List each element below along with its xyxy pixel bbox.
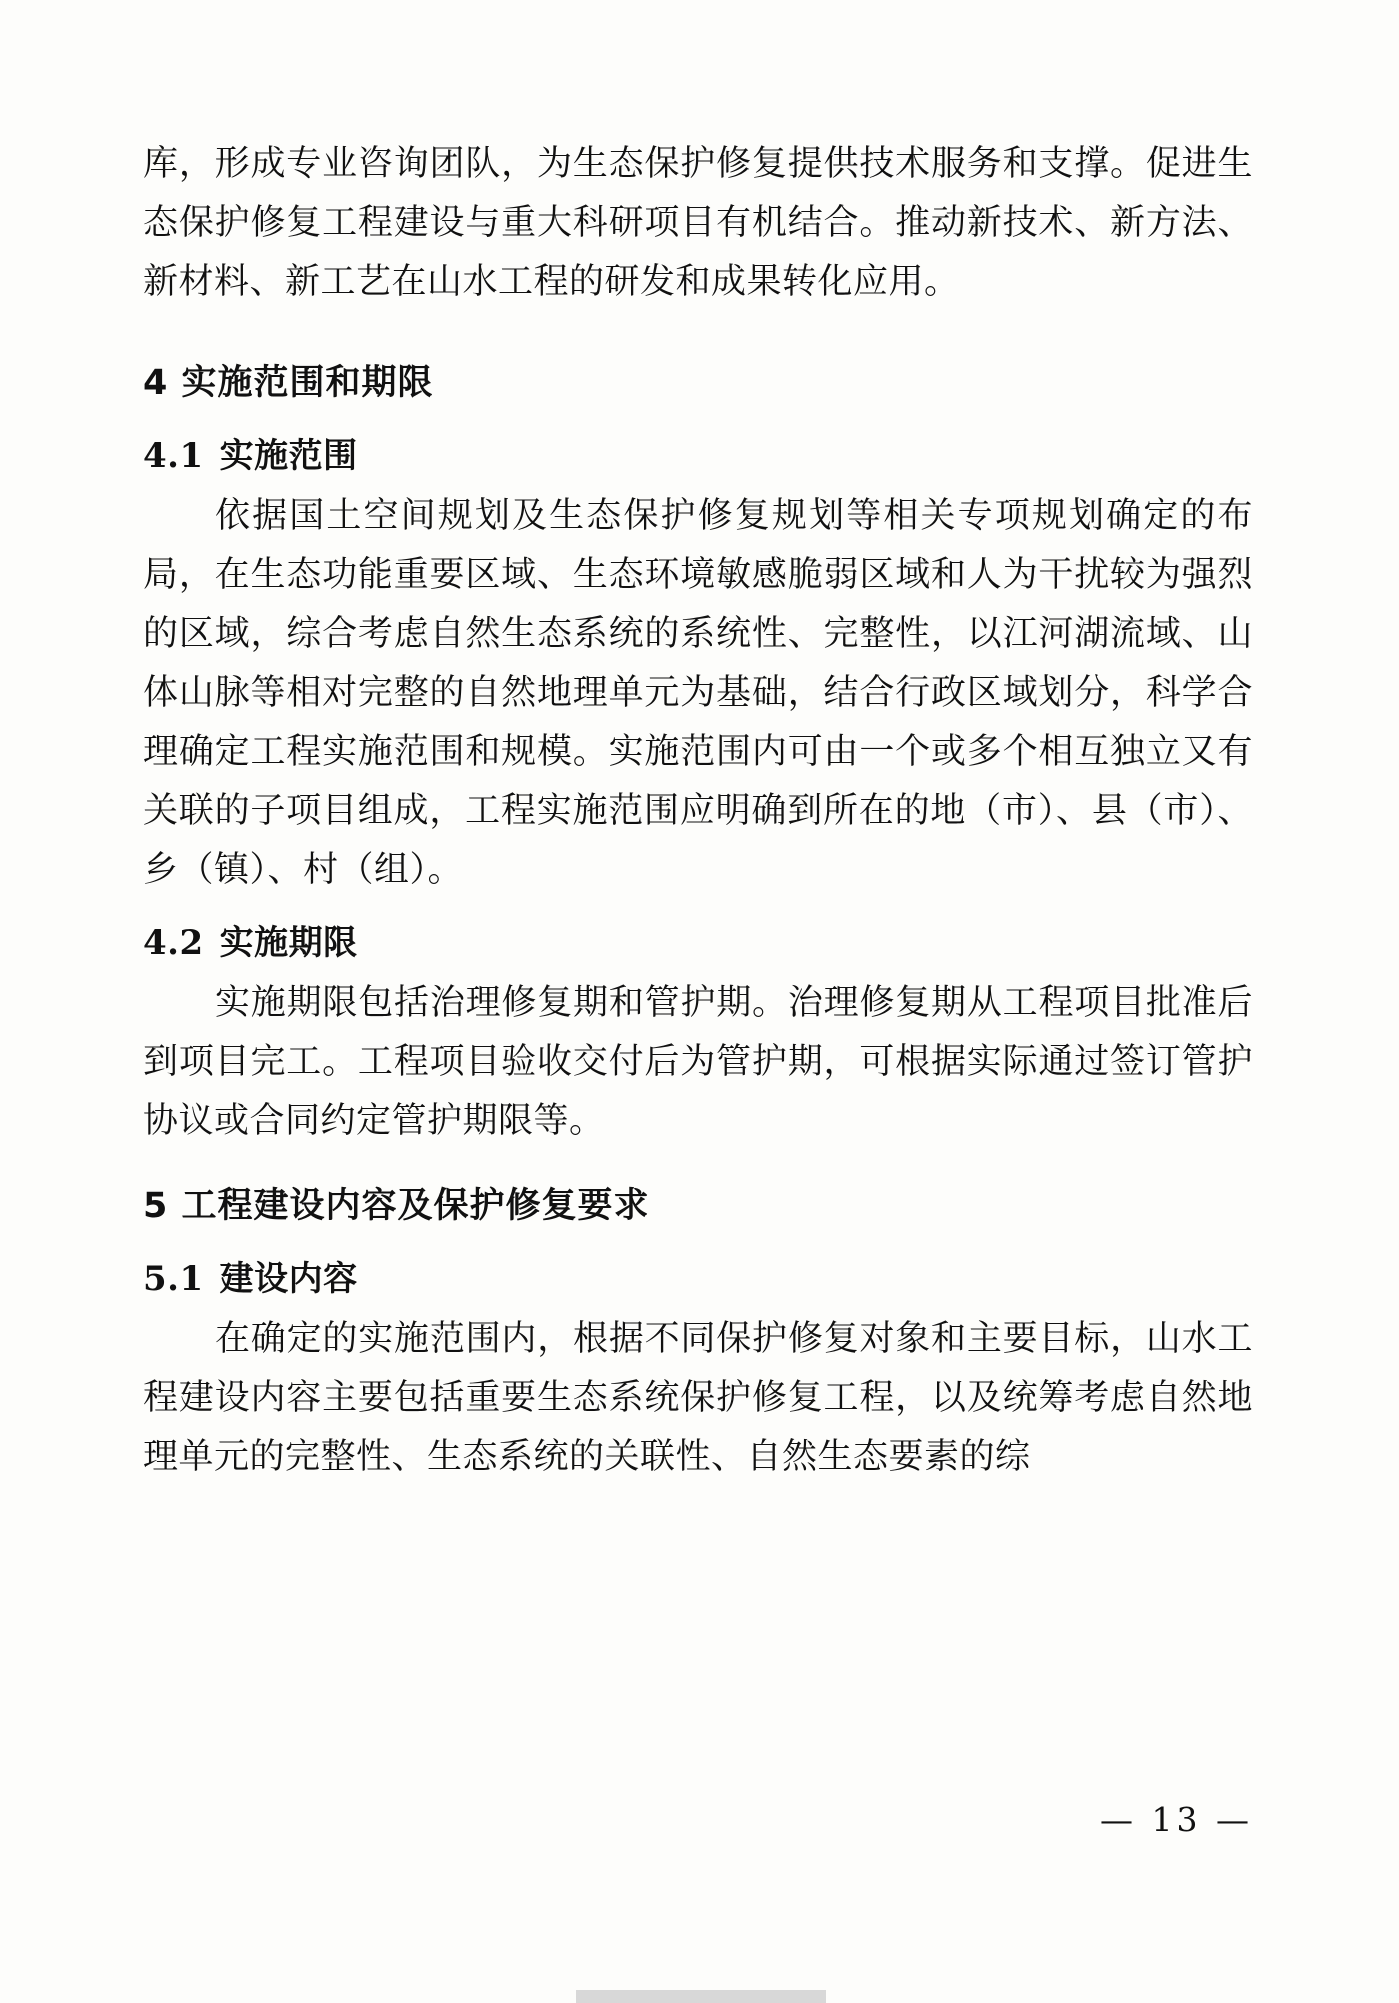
body-paragraph: 库，形成专业咨询团队，为生态保护修复提供技术服务和支撑。促进生态保护修复工程建设与重大科研项目有机结合。推动新技术、新方法、新材料、新工艺在山水工程的研发和成果转化应用。 xyxy=(143,144,1253,302)
subsection-heading-5-1 xyxy=(143,1250,1253,1308)
subsection-number: 4.2 xyxy=(143,923,204,963)
page-content xyxy=(143,135,1253,1493)
body-paragraph: 实施期限包括治理修复期和管护期。治理修复期从工程项目批准后到项目完工。工程项目验收交付后为管护期，可根据实际通过签订管护协议或合同约定管护期限等。 xyxy=(143,983,1253,1141)
subsection-heading-4-1 xyxy=(143,427,1253,485)
subsection-number: 4.1 xyxy=(143,436,204,476)
scan-edge-mark xyxy=(576,1990,826,2003)
body-paragraph: 在确定的实施范围内，根据不同保护修复对象和主要目标，山水工程建设内容主要包括重要生态系统保护修复工程，以及统筹考虑自然地理单元的完整性、生态系统的关联性、自然生态要素的综 xyxy=(143,1319,1253,1477)
subsection-heading-4-2 xyxy=(143,914,1253,972)
section-heading-4: 4 实施范围和期限 xyxy=(143,363,434,403)
subsection-title: 实施期限 xyxy=(219,923,358,963)
body-paragraph: 依据国土空间规划及生态保护修复规划等相关专项规划确定的布局，在生态功能重要区域、生态环境敏感脆弱区域和人为干扰较为强烈的区域，综合考虑自然生态系统的系统性、完整性，以江河湖流域、山体山脉等相对完整的自然地理单元为基础，结合行政区域划分，科学合理确定工程实施范围和规模。实施范围内可由一个或多个相互独立又有关联的子项目组成，工程实施范围应明确到所在的地（市）、县（市）、乡（镇）、村（组）。 xyxy=(143,496,1253,890)
subsection-title: 实施范围 xyxy=(219,436,358,476)
subsection-number: 5.1 xyxy=(143,1259,204,1299)
page-number: — 13 — xyxy=(1100,1800,1253,1839)
section-heading-5: 5 工程建设内容及保护修复要求 xyxy=(143,1186,650,1226)
subsection-title: 建设内容 xyxy=(219,1259,358,1299)
